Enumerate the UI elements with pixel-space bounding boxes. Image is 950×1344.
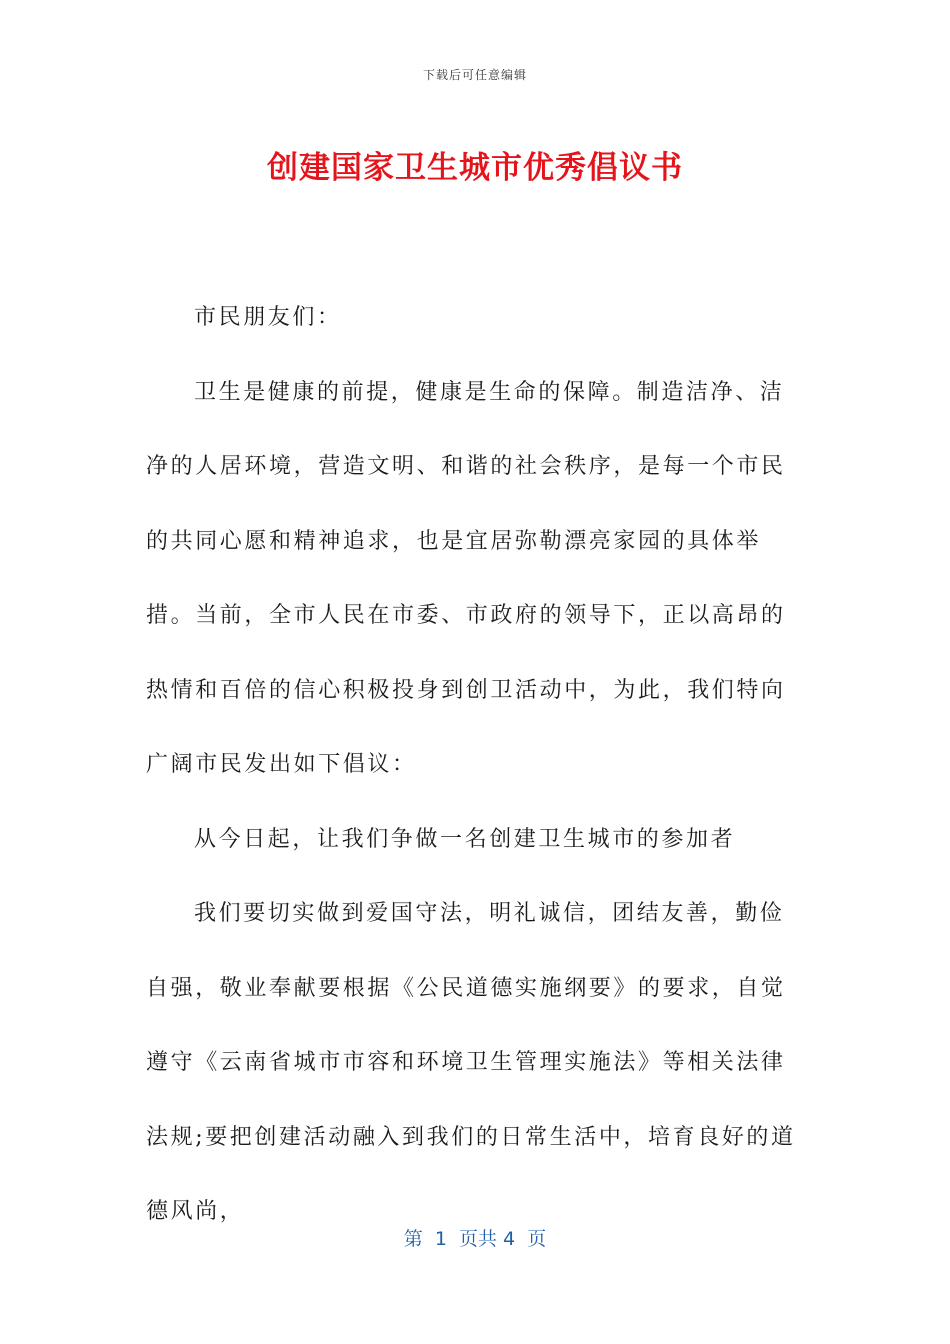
document-body: [146, 281, 806, 1250]
header-note: 下载后可任意编辑: [422, 68, 527, 82]
salutation-paragraph: 市民朋友们：: [194, 305, 342, 330]
document-title: 创建国家卫生城市优秀倡议书: [267, 150, 683, 186]
call-paragraph: 从今日起，让我们争做一名创建卫生城市的参加者: [194, 826, 736, 852]
page-number-footer: 第 1 页共 4 页: [403, 1228, 547, 1250]
pledge-paragraph: 我们要切实做到爱国守法，明礼诚信，团结友善，勤俭自强，敬业奉献要根据《公民道德实施纲要》的要求，自觉遵守《云南省城市市容和环境卫生管理实施法》等相关法律法规;要把创建活动融入到我们的日常生活中，培育良好的道德风尚，: [146, 901, 796, 1224]
intro-paragraph: 卫生是健康的前提，健康是生命的保障。制造洁净、洁净的人居环境，营造文明、和谐的社会秩序，是每一个市民的共同心愿和精神追求，也是宜居弥勒漂亮家园的具体举措。当前，全市人民在市委、市政府的领导下，正以高昂的热情和百倍的信心积极投身到创卫活动中，为此，我们特向广阔市民发出如下倡议：: [146, 379, 786, 777]
